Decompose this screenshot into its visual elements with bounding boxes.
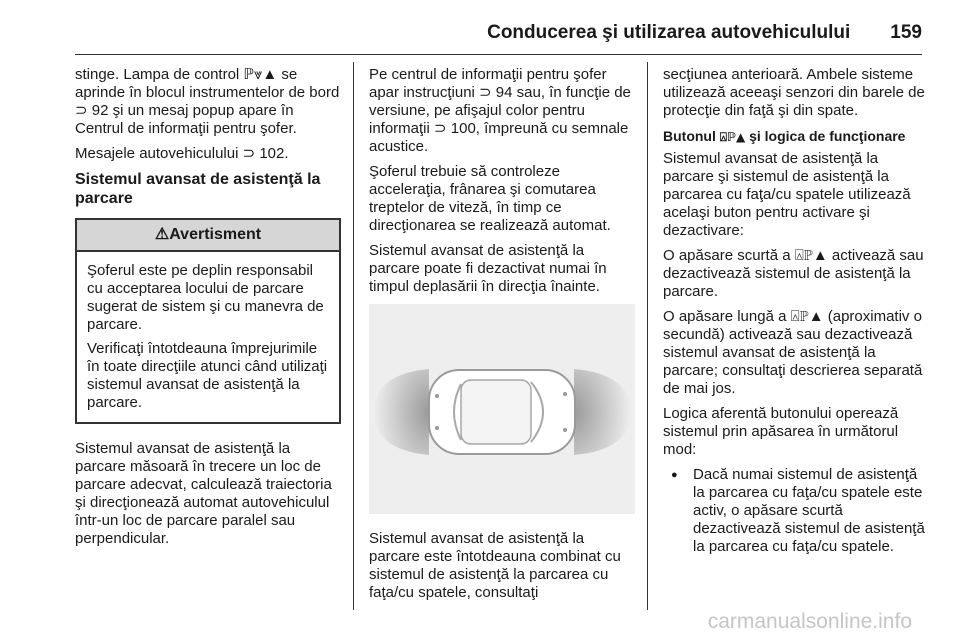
paragraph: Sistemul avansat de asistenţă la parcare măsoară în trecere un loc de parcare adecvat, calculează traiectoria şi direcţionează automat autovehiculul într-un loc de parcare paralel sau perpendicular. [75,440,332,547]
header-title: Conducerea şi utilizarea autovehiculului [487,22,851,43]
warning-title: ⚠Avertisment [77,220,339,252]
car-sensor-diagram [369,304,635,514]
column-1 [75,66,341,555]
paragraph: stinge. Lampa de control ℙ⩔▲ se aprinde în blocul instrumentelor de bord ⊃ 92 şi un mesaj popup apare în Centrul de informaţii pentru şofer. [75,66,340,137]
paragraph: Sistemul avansat de asistenţă la parcare şi sistemul de asistenţă la parcarea cu faţa/cu spatele utilizează acelaşi buton pentru activare şi dezactivare: [663,150,911,239]
paragraph: Mesajele autovehiculului ⊃ 102. [75,145,289,162]
parking-assist-button-icon: ⍓ℙ▲ [719,130,746,144]
warning-text: Verificaţi întotdeauna împrejurimile în toate direcţiile atunci când utilizaţi sistemul avansat de asistenţă la parcare. [87,340,328,411]
header-rule [75,54,922,55]
watermark: carmanualsonline.info [707,610,912,633]
column-3 [663,66,928,556]
sensor-dot [435,426,439,430]
paragraph: Sistemul avansat de asistenţă la parcare poate fi dezactivat numai în timpul deplasării în direcţia înainte. [369,242,607,295]
rear-sensor-zone [374,369,429,455]
warning-text: Şoferul este pe deplin responsabil cu acceptarea locului de parcare sugerat de sistem şi cu manevra de parcare. [87,262,324,333]
section-heading: Sistemul avansat de asistenţă la parcare [75,171,321,207]
column-divider-1 [353,62,354,610]
paragraph: Logica aferentă butonului operează sistemul prin apăsarea în următorul mod: [663,405,899,458]
page-header [487,22,922,44]
sensor-dot [563,428,567,432]
warning-body [77,252,339,422]
car-roof [461,380,531,444]
sensor-dot [435,394,439,398]
paragraph: Pe centrul de informaţii pentru şofer apar instrucţiuni ⊃ 94 sau, în funcţie de versiune, pe afişajul color pentru informaţii ⊃ 100, împreună cu semnale acustice. [369,66,631,155]
warning-box [75,218,341,424]
column-divider-2 [647,62,648,610]
column-2 [369,66,635,609]
bullet-list [663,466,928,556]
paragraph: Sistemul avansat de asistenţă la parcare este întotdeauna combinat cu sistemul de asistenţă la parcarea cu faţa/cu spatele, consultaţi [369,530,621,601]
list-item: ● Dacă numai sistemul de asistenţă la parcarea cu faţa/cu spatele este activ, o apăsare scurtă dezactivează sistemul de asistenţă la parcarea cu faţa/cu spatele. [693,466,928,556]
heading-text: şi logica de funcţionare [745,128,906,144]
page-number: 159 [890,22,922,43]
paragraph: O apăsare scurtă a ⍓ℙ▲ activează sau dezactivează sistemul de asistenţă la parcare. [663,247,924,300]
paragraph: secţiunea anterioară. Ambele sisteme utilizează aceeaşi senzori din barele de protecţie din faţă şi din spate. [663,66,925,119]
parking-sensor-illustration [369,304,635,514]
paragraph: O apăsare lungă a ⍓ℙ▲ (aproximativ o secundă) activează sau dezactivează sistemul avansat de asistenţă la parcare; consultaţi descrierea separată de mai jos. [663,308,923,397]
subsection-heading [663,127,928,146]
front-sensor-zone [574,369,631,455]
sensor-dot [563,392,567,396]
paragraph: Şoferul trebuie să controleze acceleraţia, frânarea şi comutarea treptelor de viteză, în timp ce direcţionarea se realizează automat. [369,163,611,234]
heading-text: Butonul [663,128,720,144]
